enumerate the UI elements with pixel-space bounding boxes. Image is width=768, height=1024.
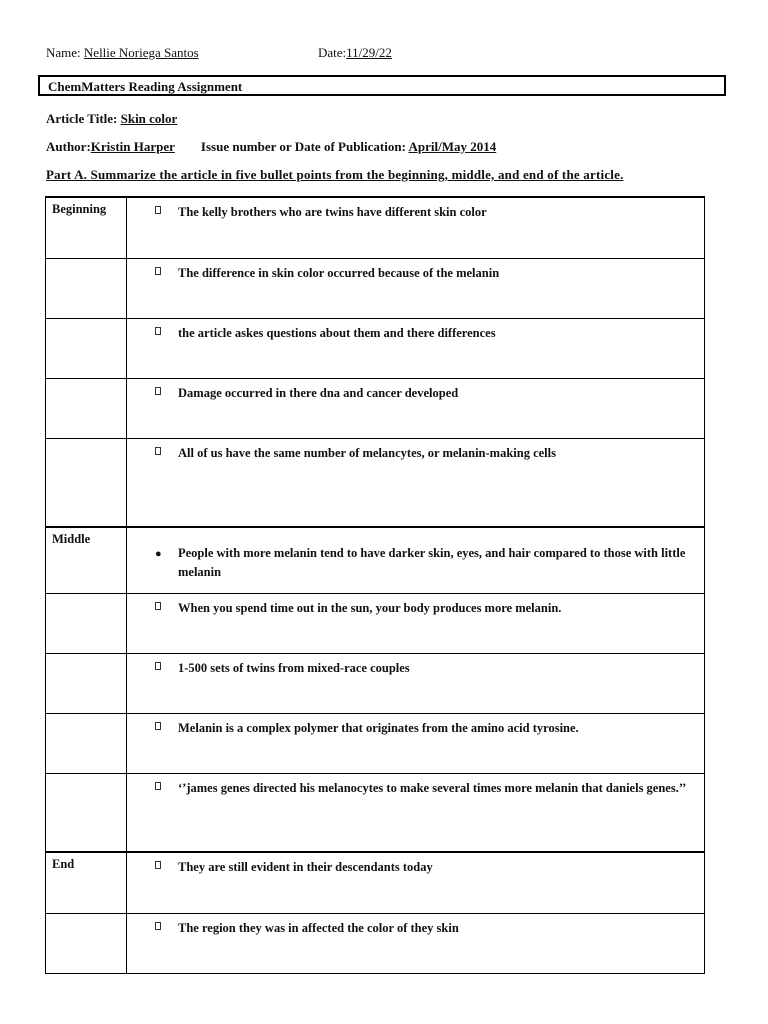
author-value: Kristin Harper	[90, 139, 175, 154]
bullet-box-icon	[155, 779, 167, 794]
date-line	[318, 45, 392, 61]
table-row	[46, 197, 705, 258]
table-row	[46, 852, 705, 913]
bullet-box-icon	[155, 384, 167, 399]
section-label	[46, 913, 127, 973]
section-label	[46, 378, 127, 438]
section-label	[46, 258, 127, 318]
summary-item-text: When you spend time out in the sun, your body produces more melanin.	[178, 600, 562, 615]
table-row	[46, 593, 705, 653]
summary-item	[127, 913, 705, 973]
section-label: Middle	[46, 527, 127, 593]
author-label: Author:	[46, 139, 91, 154]
bullet-box-icon	[155, 264, 167, 279]
summary-item-text: Damage occurred in there dna and cancer developed	[178, 385, 459, 400]
table-row	[46, 378, 705, 438]
summary-item-text: The difference in skin color occurred because of the melanin	[178, 265, 500, 280]
summary-item	[127, 318, 705, 378]
summary-item	[127, 197, 705, 258]
summary-item-text: 1-500 sets of twins from mixed-race couples	[178, 660, 410, 675]
date-value: 11/29/22	[346, 45, 392, 60]
article-title-label: Article Title:	[46, 111, 118, 126]
part-a-heading: Part A. Summarize the article in five bullet points from the beginning, middle, and end of the article.	[46, 167, 624, 182]
section-label	[46, 653, 127, 713]
table-row	[46, 913, 705, 973]
name-label: Name:	[46, 45, 81, 60]
summary-item-text: ‘’james genes directed his melanocytes to make several times more melanin that daniels genes.’’	[178, 780, 687, 795]
bullet-box-icon	[155, 324, 167, 339]
issue-value: April/May 2014	[408, 139, 497, 154]
bullet-box-icon	[155, 659, 167, 674]
summary-item	[127, 713, 705, 773]
section-label	[46, 713, 127, 773]
summary-item	[127, 852, 705, 913]
table-row	[46, 318, 705, 378]
summary-item-text: People with more melanin tend to have darker skin, eyes, and hair compared to those with little melanin	[178, 546, 686, 579]
summary-item-text: All of us have the same number of melancytes, or melanin-making cells	[178, 445, 556, 460]
summary-item	[127, 527, 705, 593]
table-row	[46, 438, 705, 527]
section-label	[46, 773, 127, 852]
table-row	[46, 653, 705, 713]
summary-table	[45, 196, 705, 974]
summary-item-text: Melanin is a complex polymer that originates from the amino acid tyrosine.	[178, 720, 579, 735]
bullet-box-icon	[155, 203, 167, 218]
summary-item	[127, 773, 705, 852]
section-label: Beginning	[46, 197, 127, 258]
section-label	[46, 318, 127, 378]
bullet-box-icon	[155, 919, 167, 934]
section-label	[46, 593, 127, 653]
name-value: Nellie Noriega Santos	[83, 45, 199, 60]
summary-item	[127, 438, 705, 527]
summary-item-text: The region they was in affected the color of they skin	[178, 920, 459, 935]
summary-item	[127, 593, 705, 653]
article-title-value: Skin color	[120, 111, 178, 126]
summary-item	[127, 378, 705, 438]
bullet-box-icon	[155, 858, 167, 873]
author-line	[46, 139, 496, 155]
name-line	[46, 45, 212, 61]
table-row	[46, 527, 705, 593]
summary-item-text: the article askes questions about them and there differences	[178, 325, 496, 340]
assignment-title: ChemMatters Reading Assignment	[48, 79, 243, 94]
summary-item-text: They are still evident in their descendants today	[178, 860, 433, 874]
assignment-title-box	[38, 75, 726, 96]
bullet-box-icon	[155, 599, 167, 614]
section-label	[46, 438, 127, 527]
issue-label: Issue number or Date of Publication:	[200, 139, 406, 154]
article-title-line	[46, 111, 177, 127]
bullet-box-icon	[155, 444, 167, 459]
date-label: Date:	[318, 45, 347, 60]
summary-item	[127, 258, 705, 318]
table-row	[46, 258, 705, 318]
table-row	[46, 713, 705, 773]
bullet-box-icon	[155, 719, 167, 734]
table-row	[46, 773, 705, 852]
summary-item-text: The kelly brothers who are twins have different skin color	[178, 205, 487, 219]
summary-item	[127, 653, 705, 713]
section-label: End	[46, 852, 127, 913]
bullet-dot-icon: ●	[155, 548, 162, 560]
